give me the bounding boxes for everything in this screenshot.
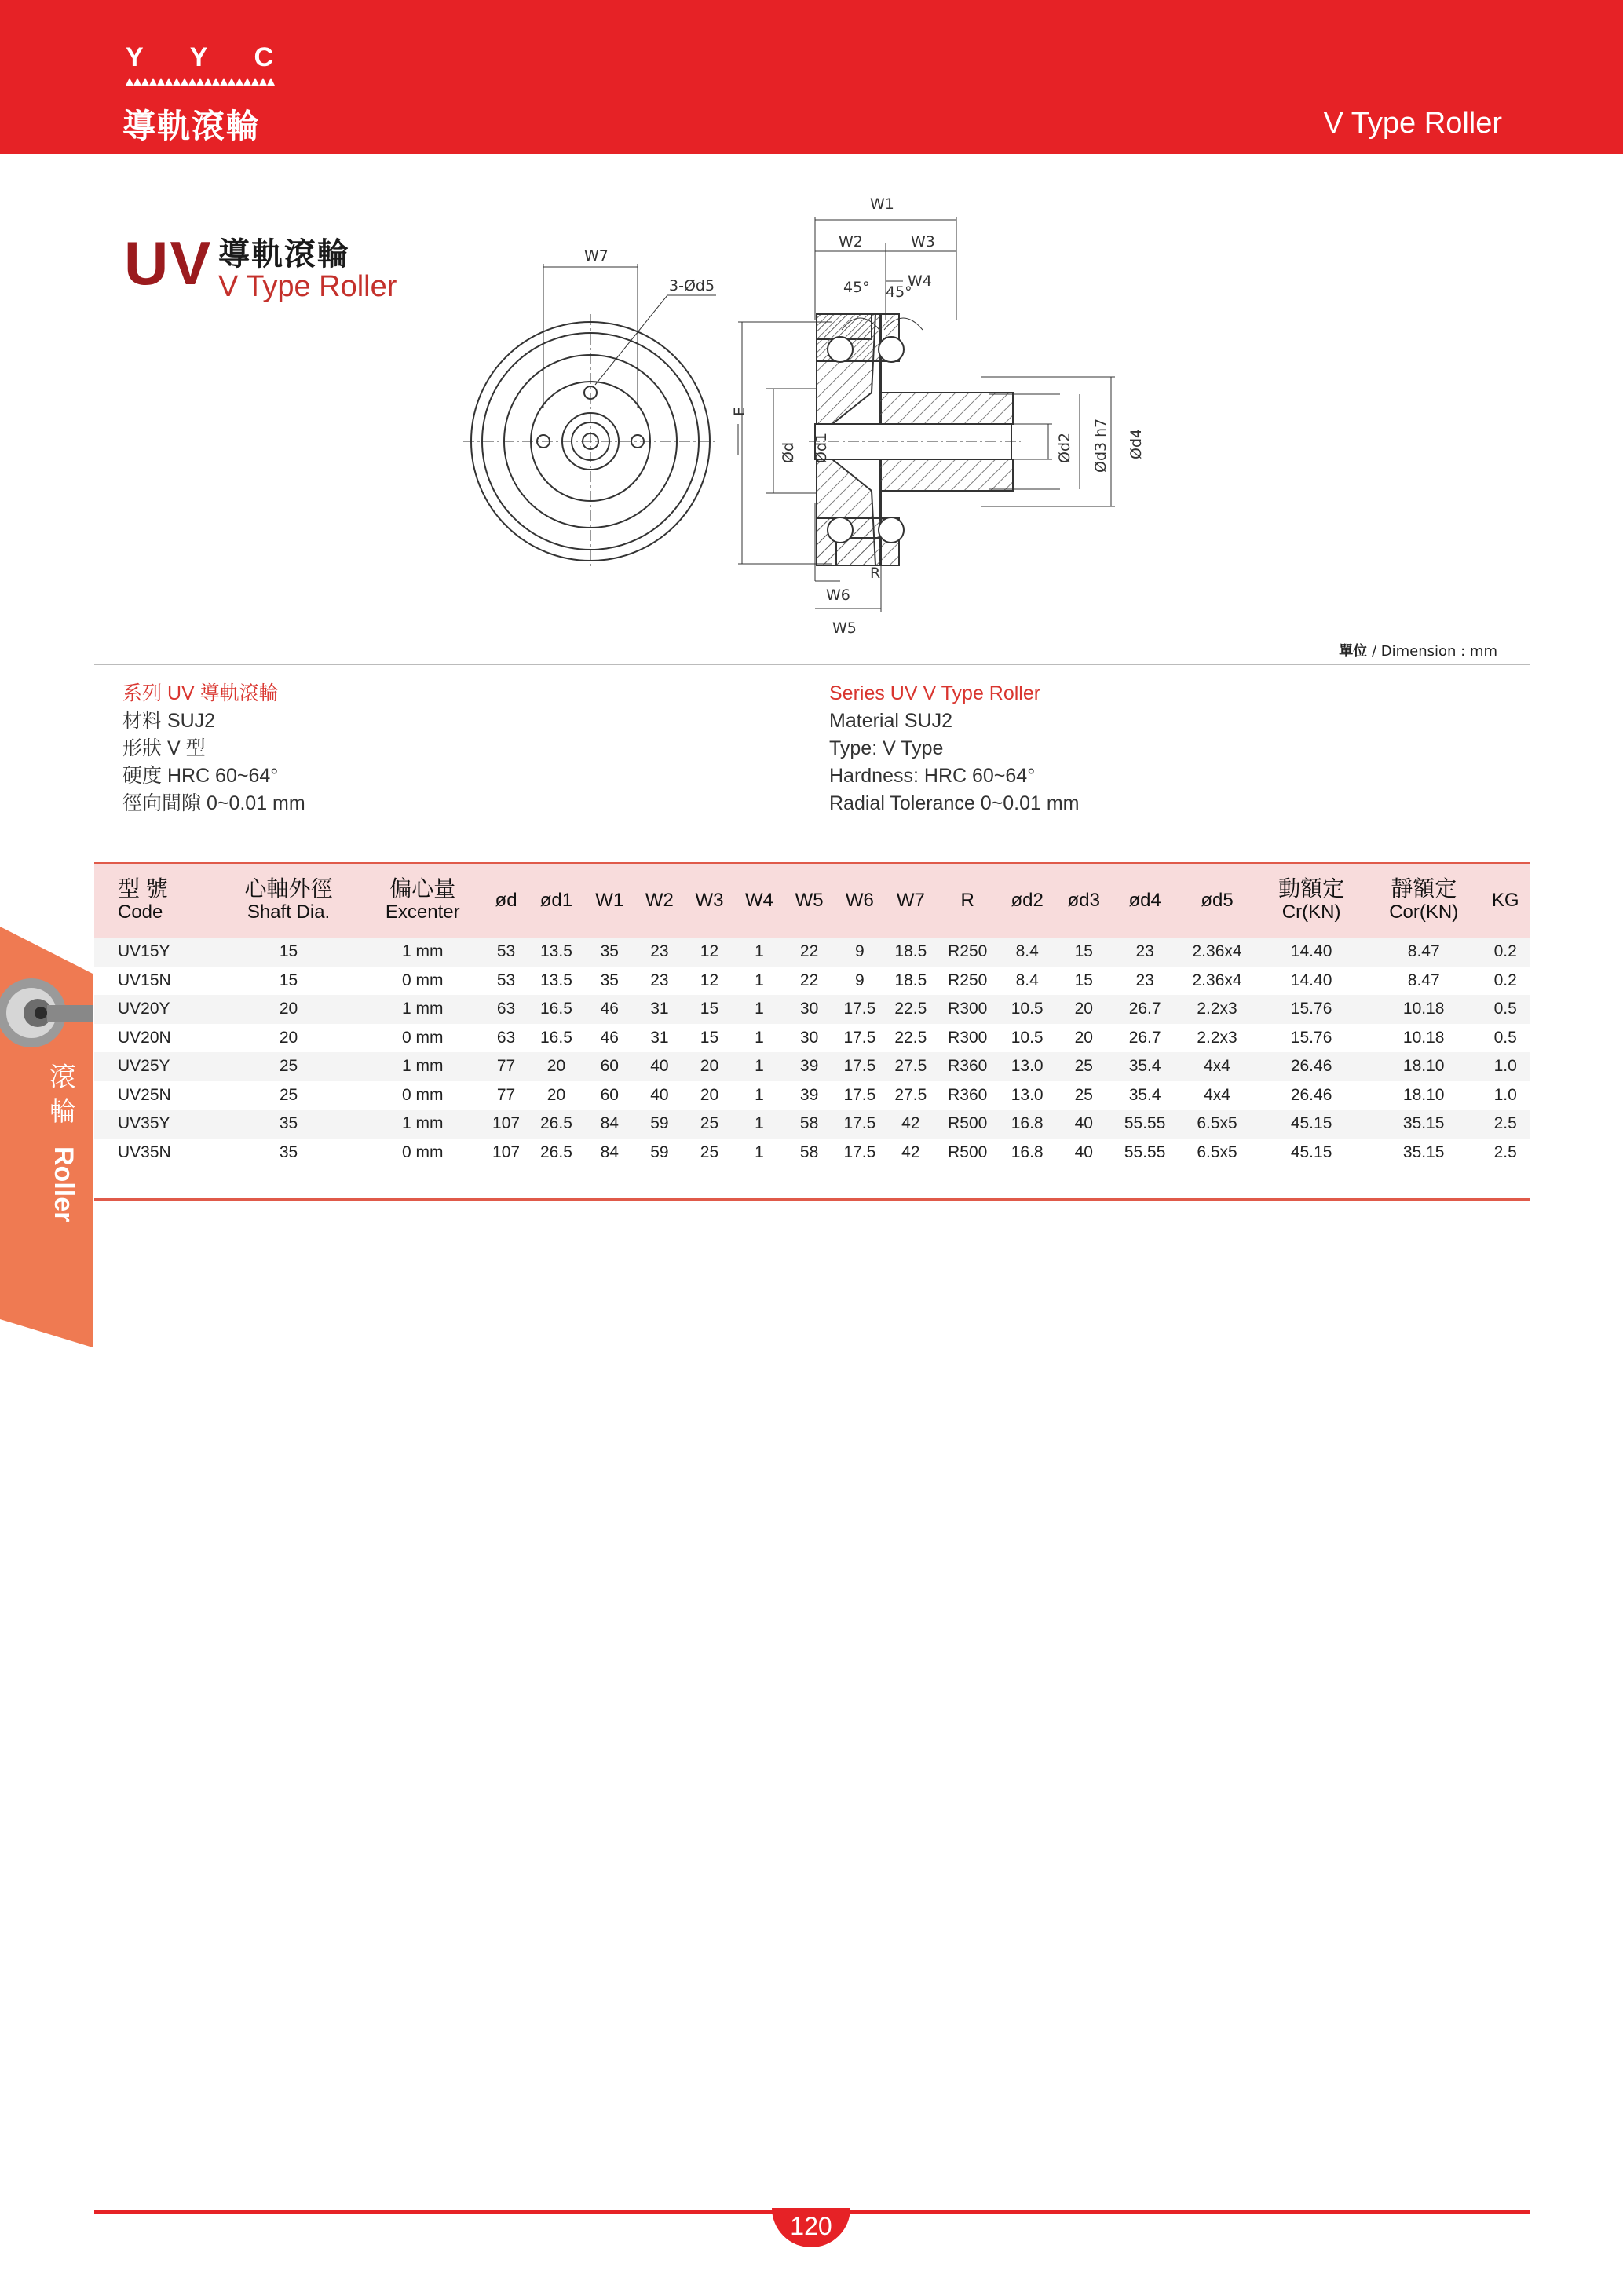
table-cell: 35.15 [1402,1114,1445,1133]
table-cell: 55.55 [1124,1114,1166,1133]
table-cell: 26.5 [540,1143,572,1161]
table-cell: 13.0 [1011,1057,1044,1076]
table-cell: 25 [1074,1085,1093,1104]
table-cell: 26.46 [1290,1057,1332,1076]
table-cell: 15.76 [1290,1028,1332,1047]
spec-table [94,864,1530,1167]
table-row [94,995,1530,1024]
label-e: E [731,406,748,416]
table-cell: 26.7 [1128,1000,1161,1018]
table-body [94,938,1530,1167]
table-cell: 35 [279,1114,298,1133]
table-cell: 8.47 [1407,971,1440,989]
table-row [94,1024,1530,1053]
th-d1: ød1 [539,890,573,911]
th-r: R [960,890,974,911]
table-cell: 13.0 [1011,1085,1044,1104]
label-d3: Ød3 h7 [1092,418,1109,473]
table-cell: 1 [755,1028,764,1047]
label-w1: W1 [870,196,894,213]
table-cell: 35.15 [1402,1143,1445,1161]
table-cell: 13.5 [540,971,572,989]
table-cell: 6.5x5 [1197,1143,1237,1161]
table-cell: 45.15 [1290,1114,1332,1133]
table-cell: 77 [496,1057,516,1076]
table-cell: 60 [600,1085,619,1104]
table-cell: UV15Y [118,942,170,961]
table-cell: 35.4 [1128,1085,1161,1104]
table-cell: 0.2 [1493,971,1517,989]
table-row [94,1139,1530,1168]
table-cell: 42 [901,1114,920,1133]
table-cell: UV20Y [118,1000,170,1018]
table-cell: 18.10 [1402,1085,1445,1104]
table-cell: R500 [948,1143,988,1161]
table-cell: 14.40 [1290,942,1332,961]
table-cell: 0 mm [401,1085,444,1104]
table-cell: 0 mm [401,1028,444,1047]
table-cell: 0.5 [1493,1028,1517,1047]
table-cell: 16.5 [540,1028,572,1047]
table-cell: 35.4 [1128,1057,1161,1076]
unit-separator: / [1367,643,1381,660]
table-cell: 17.5 [843,1057,876,1076]
table-cell: UV35Y [118,1114,170,1133]
table-cell: 0 mm [401,1143,444,1161]
table-cell: 8.4 [1015,971,1039,989]
th-cor: 靜額定 Cor(KN) [1389,876,1459,923]
table-cell: 40 [1074,1143,1093,1161]
table-cell: 12 [700,971,719,989]
side-tab-label-en: Roller [49,1146,79,1223]
table-cell: 45.15 [1290,1143,1332,1161]
table-cell: 55.55 [1124,1143,1166,1161]
label-w5: W5 [832,620,857,637]
side-tab [0,927,93,1347]
table-cell: 23 [1135,942,1154,961]
brand-wave-icon [126,75,275,86]
label-w4: W4 [908,272,932,290]
table-cell: 15 [1074,971,1093,989]
th-w2: W2 [645,890,674,911]
spec-cn-shape: 形狀 V 型 [122,737,206,759]
table-cell: 31 [650,1000,669,1018]
table-cell: R500 [948,1114,988,1133]
table-cell: 40 [650,1057,669,1076]
spec-table-wrap [94,864,1530,1167]
brand-logo [126,42,275,89]
table-cell: UV15N [118,971,171,989]
table-cell: UV25N [118,1085,171,1104]
table-cell: 25 [700,1143,719,1161]
table-cell: 12 [700,942,719,961]
table-cell: 10.18 [1402,1028,1445,1047]
table-cell: 15 [700,1028,719,1047]
product-name-cn: 導軌滾輪 [218,236,350,272]
th-w5: W5 [795,890,824,911]
table-cell: 84 [600,1114,619,1133]
th-d4: ød4 [1128,890,1161,911]
table-cell: 22 [799,971,819,989]
table-cell: 26.7 [1128,1028,1161,1047]
table-cell: 23 [650,942,669,961]
th-d3: ød3 [1067,890,1100,911]
table-cell: 1 mm [401,1000,444,1018]
th-kg: KG [1491,890,1519,911]
label-w6: W6 [826,587,850,604]
roller-drawing-svg [440,188,1225,644]
th-w4: W4 [745,890,774,911]
table-cell: 20 [700,1085,719,1104]
table-cell: 8.4 [1015,942,1039,961]
table-cell: R300 [948,1028,988,1047]
th-w6: W6 [845,890,874,911]
table-cell: 58 [799,1114,819,1133]
label-r: R [870,565,881,582]
th-shaft: 心軸外徑 Shaft Dia. [244,876,333,923]
table-cell: 26.46 [1290,1085,1332,1104]
table-cell: 20 [279,1000,298,1018]
spec-en-material: Material SUJ2 [829,710,952,732]
table-cell: 35 [600,971,619,989]
table-cell: 35 [600,942,619,961]
spec-cn-hardness: 硬度 HRC 60~64° [122,765,279,787]
header-category-cn: 導軌滾輪 [122,107,261,145]
label-d4: Ød4 [1128,428,1145,459]
table-cell: R250 [948,971,988,989]
table-cell: 30 [799,1000,819,1018]
table-cell: 1 mm [401,1114,444,1133]
table-cell: R360 [948,1057,988,1076]
table-cell: 46 [600,1000,619,1018]
table-cell: 1.0 [1493,1057,1517,1076]
table-cell: 2.36x4 [1192,942,1242,961]
table-cell: 15.76 [1290,1000,1332,1018]
table-cell: 0 mm [401,971,444,989]
table-cell: 1.0 [1493,1085,1517,1104]
label-w2: W2 [839,233,863,250]
label-angle-right: 45° [886,283,912,301]
product-name-en: V Type Roller [218,270,397,303]
page-header [0,0,1623,154]
th-w3: W3 [695,890,724,911]
th-cr: 動額定 Cr(KN) [1278,876,1345,923]
th-d2: ød2 [1011,890,1044,911]
table-cell: 9 [855,971,865,989]
table-cell: 23 [1135,971,1154,989]
table-cell: 1 [755,1000,764,1018]
table-cell: 0.2 [1493,942,1517,961]
table-cell: 42 [901,1143,920,1161]
label-d2: Ød2 [1056,432,1073,463]
table-cell: 13.5 [540,942,572,961]
spec-cn-material: 材料 SUJ2 [122,710,216,732]
table-cell: 10.18 [1402,1000,1445,1018]
table-cell: 16.5 [540,1000,572,1018]
table-cell: 9 [855,942,865,961]
label-d5: 3-Ød5 [669,277,715,294]
table-cell: 39 [799,1085,819,1104]
table-cell: 1 [755,971,764,989]
table-cell: 16.8 [1011,1114,1044,1133]
table-cell: 8.47 [1407,942,1440,961]
table-cell: 22 [799,942,819,961]
spec-cn-heading: 系列 UV 導軌滾輪 [122,682,279,704]
th-w7: W7 [896,890,925,911]
table-cell: 27.5 [894,1057,927,1076]
table-cell: 46 [600,1028,619,1047]
table-cell: 1 [755,1114,764,1133]
table-cell: 53 [496,971,516,989]
header-category-en: V Type Roller [1323,107,1502,140]
table-cell: 25 [700,1114,719,1133]
side-tab-label-cn: 滾輪 [49,1062,76,1128]
brand-letter: Y [189,42,210,72]
technical-drawing [440,188,1225,644]
spec-en-heading: Series UV V Type Roller [829,682,1041,704]
table-cell: 17.5 [843,1114,876,1133]
table-cell: 2.36x4 [1192,971,1242,989]
table-cell: 15 [279,971,298,989]
th-w1: W1 [595,890,624,911]
label-w7: W7 [584,247,609,265]
table-cell: 1 mm [401,1057,444,1076]
table-cell: 15 [1074,942,1093,961]
table-cell: 2.2x3 [1197,1000,1237,1018]
label-d1: Ød1 [813,432,830,463]
table-cell: 26.5 [540,1114,572,1133]
table-cell: 107 [492,1143,521,1161]
th-excenter: 偏心量 Excenter [385,876,460,923]
table-cell: 40 [650,1085,669,1104]
table-cell: 4x4 [1204,1085,1230,1104]
table-cell: UV25Y [118,1057,170,1076]
table-cell: R250 [948,942,988,961]
table-cell: 10.5 [1011,1000,1044,1018]
brand-letter: Y [126,42,145,72]
table-cell: 20 [700,1057,719,1076]
table-cell: 17.5 [843,1085,876,1104]
product-code-title: UV [124,229,213,298]
table-cell: 27.5 [894,1085,927,1104]
table-cell: 0.5 [1493,1000,1517,1018]
th-d: ød [495,890,517,911]
spec-cn-tolerance: 徑向間隙 0~0.01 mm [122,792,305,814]
table-cell: 40 [1074,1114,1093,1133]
table-cell: R300 [948,1000,988,1018]
table-row [94,1081,1530,1110]
table-cell: 59 [650,1114,669,1133]
table-cell: 30 [799,1028,819,1047]
unit-en: Dimension : mm [1380,643,1497,660]
th-code: 型 號 Code [118,876,168,923]
table-cell: 84 [600,1143,619,1161]
table-cell: 10.5 [1011,1028,1044,1047]
unit-cn: 單位 [1339,643,1368,660]
table-cell: 18.10 [1402,1057,1445,1076]
table-cell: 25 [279,1057,298,1076]
table-cell: 31 [650,1028,669,1047]
label-w3: W3 [911,233,935,250]
table-header-row [94,864,1530,938]
table-cell: 23 [650,971,669,989]
table-cell: 1 [755,942,764,961]
table-row [94,967,1530,996]
table-cell: 22.5 [894,1028,927,1047]
side-section-view [809,314,1021,565]
front-view [463,264,738,569]
table-cell: UV35N [118,1143,171,1161]
divider-table-bottom [94,1198,1530,1201]
spec-cn [122,680,305,817]
table-cell: 25 [1074,1057,1093,1076]
brand-letter: C [254,42,275,72]
divider-top [94,664,1530,665]
table-cell: 2.2x3 [1197,1028,1237,1047]
th-d5: ød5 [1201,890,1234,911]
spec-en [829,680,1079,817]
table-row [94,1110,1530,1139]
table-cell: UV20N [118,1028,171,1047]
table-cell: 18.5 [894,971,927,989]
spec-en-type: Type: V Type [829,737,944,759]
dimension-unit-note [1339,640,1497,660]
table-cell: 2.5 [1493,1114,1517,1133]
table-cell: 25 [279,1085,298,1104]
table-cell: 17.5 [843,1000,876,1018]
table-cell: 15 [279,942,298,961]
table-cell: 15 [700,1000,719,1018]
spec-en-tolerance: Radial Tolerance 0~0.01 mm [829,792,1080,814]
table-cell: 17.5 [843,1028,876,1047]
table-cell: 53 [496,942,516,961]
table-cell: 16.8 [1011,1143,1044,1161]
label-d: Ød [780,441,797,463]
label-angle-left: 45° [843,279,870,296]
table-cell: 63 [496,1000,516,1018]
table-cell: 20 [546,1057,566,1076]
table-cell: 59 [650,1143,669,1161]
table-cell: 1 [755,1057,764,1076]
table-cell: 1 mm [401,942,444,961]
table-cell: 14.40 [1290,971,1332,989]
table-cell: 1 [755,1085,764,1104]
table-cell: 39 [799,1057,819,1076]
table-cell: 107 [492,1114,521,1133]
table-cell: 20 [1074,1000,1093,1018]
table-cell: R360 [948,1085,988,1104]
table-cell: 22.5 [894,1000,927,1018]
table-cell: 60 [600,1057,619,1076]
table-cell: 20 [279,1028,298,1047]
table-cell: 4x4 [1204,1057,1230,1076]
page-number: 120 [772,2208,850,2247]
table-cell: 17.5 [843,1143,876,1161]
table-cell: 58 [799,1143,819,1161]
table-row [94,938,1530,967]
table-cell: 2.5 [1493,1143,1517,1161]
table-cell: 35 [279,1143,298,1161]
table-cell: 63 [496,1028,516,1047]
table-cell: 18.5 [894,942,927,961]
table-row [94,1052,1530,1081]
front-view-labels [584,247,748,416]
table-cell: 20 [1074,1028,1093,1047]
table-cell: 20 [546,1085,566,1104]
table-cell: 77 [496,1085,516,1104]
table-cell: 6.5x5 [1197,1114,1237,1133]
spec-en-hardness: Hardness: HRC 60~64° [829,765,1036,787]
table-cell: 1 [755,1143,764,1161]
